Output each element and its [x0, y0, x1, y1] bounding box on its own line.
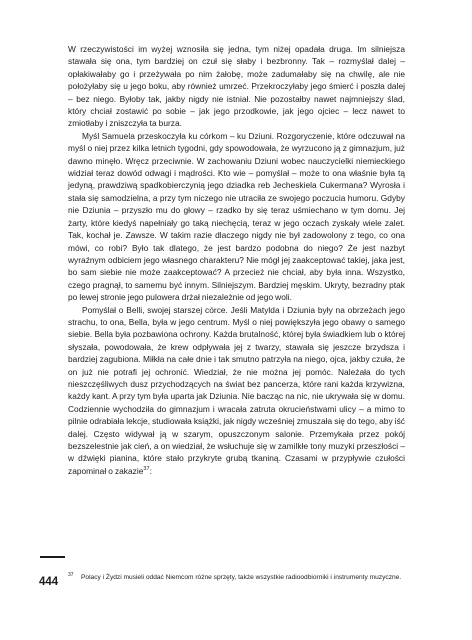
footnote-text: Polacy i Żydzi musieli oddać Niemcom różne sprzęty, także wszystkie radioodbiorniki i instrumenty muzyczne. [81, 574, 402, 581]
footnote-number: 37 [68, 572, 74, 578]
body-text [68, 43, 405, 477]
footnote [68, 573, 405, 583]
footnote-divider [40, 556, 65, 558]
footnote-reference: 37 [143, 466, 150, 473]
paragraph-1: W rzeczywistości im wyżej wznosiła się jedna, tym niżej opadała druga. Im silniejsza stawała się ona, tym bardziej on czuł się słaby i bezbronny. Tak – rozmyślał dalej – opłakiwałaby go i przeżywała po nim żałobę, może zadumałaby się na chwilę, ale nie położyłaby się u jego boku, aby również umrzeć. Przekroczyłaby jego śmierć i poszła dalej – bez niego. Byłoby tak, jakby nigdy nie istniał. Nie pozostałby nawet najmniejszy ślad, który chciał zostawić po sobie – jak jego przodkowie, jak jego ojciec – lecz nawet to zmiotłaby i zniszczyła ta burza. [68, 44, 405, 129]
paragraph-2: Myśl Samuela przeskoczyła ku córkom – ku Dziuni. Rozgoryczenie, które odczuwał na myśl o niej przez kilka letnich tygodni, gdy spowodowała, że wyrzucono ją z gimnazjum, już dawno minęło. Wręcz przeciwnie. W zachowaniu Dziuni wobec nauczycielki niemieckiego widział teraz dowód odwagi i mądrości. Kto wie – pomyślał – może to ona właśnie była tą jedyną, prawdziwą spadkobierczynią jego dziadka reb Jecheskiela Cukermana? Wyrosła i stała się samodzielna, a przy tym niczego nie utraciła ze swojego poczucia humoru. Gdyby nie Dziunia – przyszło mu do głowy – rzadko by się teraz uśmiechano w tym domu. Jej żarty, które kiedyś napełniały go taką niechęcią, teraz w jego oczach zyskały wiele zalet. Tak, kochał je. Zawsze. W takim razie dlaczego nigdy nie był zadowolony z tego, co ona mówi, co robi? Było tak dlatego, że jest bardzo podobna do niego? Że jest nazbyt wyraźnym odbiciem jego własnego charakteru? Nie mógł jej zaakceptować takiej, jaka jest, bo sam siebie nie może zaakceptować? A przecież nie chciał, aby była inna. Wszystko, czego pragnął, to samemu być innym. Silniejszym. Bardziej męskim. Ukryty, bezradny ptak po lewej stronie jego pulowera drżał niezależnie od jego woli. [68, 130, 405, 303]
page-number: 444 [39, 576, 59, 588]
paragraph-3-text: Pomyślał o Belli, swojej starszej córce. Jeśli Matylda i Dziunia były na obrzeżach jego strachu, to ona, Bella, była w jego centrum. Myśl o niej powiększyła jego obawy o samego siebie. Bella była pozbawiona ochrony. Każda brutalność, której była świadkiem lub o której słyszała, powodowała, że krew odpływała jej z twarzy, stawała się jeszcze brzydsza i bardziej zagubiona. Miłkła na całe dnie i tak smutno patrzyła na niego, ojca, jakby czuła, że on już nie potrafi jej ochronić. Wiedział, że nie można jej pomóc. Należała do tych nieszczęśliwych dusz przychodzących na świat bez pancerza, które rani każda krzywizna, każdy kant. A przy tym była uparta jak Dziunia. Nie bacząc na nic, nie ukrywała się w domu. Codziennie wychodziła do gimnazjum i wracała zatruta okrucieństwami ulicy – a mimo to pilnie odrabiała lekcje, studiowała książki, jak nigdy wcześniej zmuszała się do tego, aby iść dalej. Często widywał ją w szarym, opuszczonym salonie. Przemykała przez pokój bezszelestnie jak cień, a on wiedział, że wsłuchuje się w zamilkłe tony muzyki przeszłości – w dźwięki pianina, które stało przykryte grubą tkaniną. Czasami w przypływie czułości zapominał o zakazie [68, 304, 405, 476]
paragraph-3: Pomyślał o Belli, swojej starszej córce. Jeśli Matylda i Dziunia były na obrzeżach jego strachu, to ona, Bella, była w jego centrum. Myśl o niej powiększyła jego obawy o samego siebie. Bella była pozbawiona ochrony. Każda brutalność, której była świadkiem lub o której słyszała, powodowała, że krew odpływała jej z twarzy, stawała się jeszcze brzydsza i bardziej zagubiona. Miłkła na całe dnie i tak smutno patrzyła na niego, ojca, jakby czuła, że on już nie potrafi jej ochronić. Wiedział, że nie można jej pomóc. Należała do tych nieszczęśliwych dusz przychodzących na świat bez pancerza, które rani każda krzywizna, każdy kant. A przy tym była uparta jak Dziunia. Nie bacząc na nic, nie ukrywała się w domu. Codziennie wychodziła do gimnazjum i wracała zatruta okrucieństwami ulicy – a mimo to pilnie odrabiała lekcje, studiowała książki, jak nigdy wcześniej zmuszała się do tego, aby iść dalej. Często widywał ją w szarym, opuszczonym salonie. Przemykała przez pokój bezszelestnie jak cień, a on wiedział, że wsłuchuje się w zamilkłe tony muzyki przeszłości – w dźwięki pianina, które stało przykryte grubą tkaniną. Czasami w przypływie czułości zapominał o zakazie$^{37}$: [68, 304, 405, 476]
